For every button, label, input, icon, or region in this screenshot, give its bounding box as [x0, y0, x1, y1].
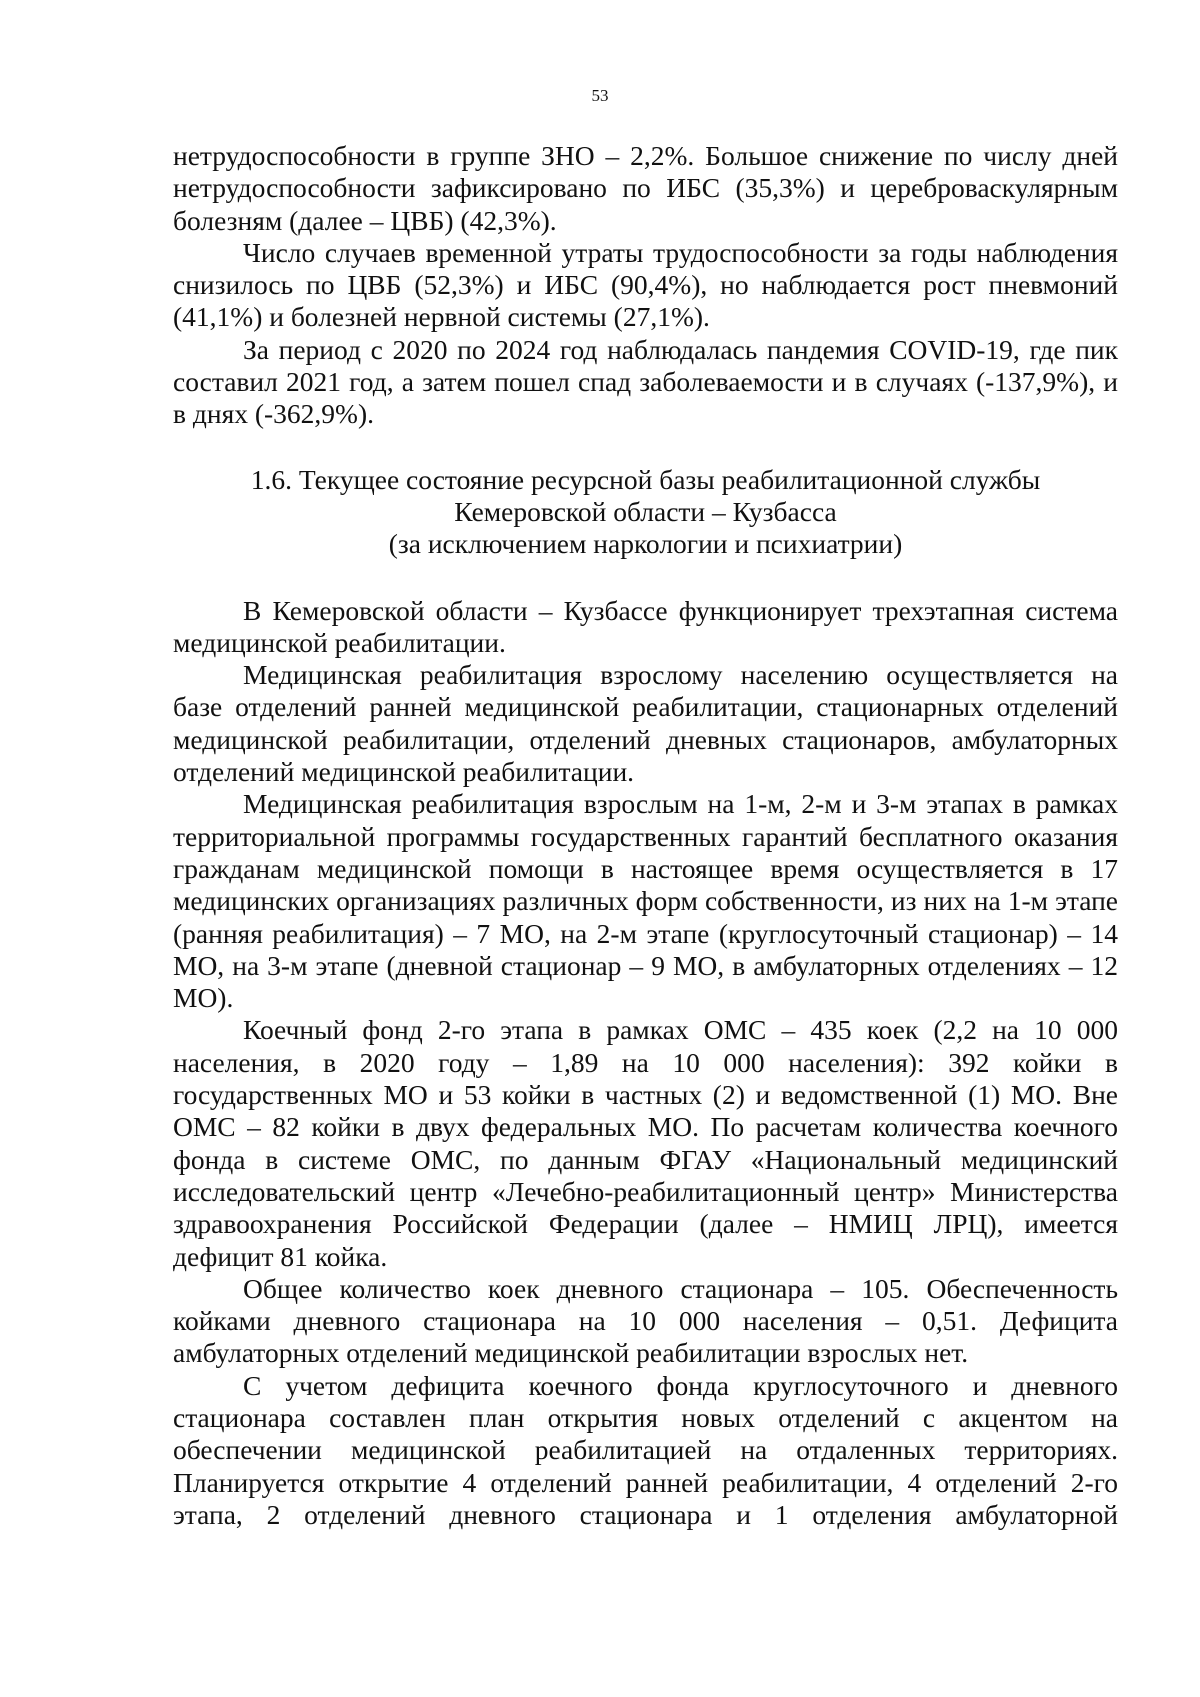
paragraph-three-stage-system: В Кемеровской области – Кузбассе функционирует трехэтапная система медицинской реабилитации.	[173, 594, 1118, 658]
section-heading-line-1: 1.6. Текущее состояние ресурсной базы реабилитационной службы	[250, 463, 1041, 495]
paragraph-stages-organizations: Медицинская реабилитация взрослым на 1-м, 2-м и 3-м этапах в рамках территориальной программы государственных гарантий бесплатного оказания гражданам медицинской помощи в настоящее время осуществляется в 17 медицинских организациях различных форм собственности, из них на 1-м этапе (ранняя реабилитация) – 7 МО, на 2-м этапе (круглосуточный стационар) – 14 МО, на 3-м этапе (дневной стационар – 9 МО, в амбулаторных отделениях – 12 МО).	[173, 788, 1118, 1014]
document-body	[173, 140, 1118, 1531]
section-heading-line-3: (за исключением наркологии и психиатрии)	[388, 528, 903, 560]
paragraph-day-hospital: Общее количество коек дневного стационара – 105. Обеспеченность койками дневного стационара на 10 000 населения – 0,51. Дефицита амбулаторных отделений медицинской реабилитации взрослых нет.	[173, 1272, 1118, 1369]
paragraph-covid: За период с 2020 по 2024 год наблюдалась пандемия COVID-19, где пик составил 2021 год, а затем пошел спад заболеваемости и в случаях (-137,9%), и в днях (-362,9%).	[173, 333, 1118, 430]
paragraph-opening-plan: С учетом дефицита коечного фонда круглосуточного и дневного стационара составлен план открытия новых отделений с акцентом на обеспечении медицинской реабилитацией на отдаленных территориях. Планируется открытие 4 отделений ранней реабилитации, 4 отделений 2-го этапа, 2 отделений дневного стационара и 1 отделения амбулаторной	[173, 1369, 1118, 1530]
page-number: 53	[591, 86, 609, 105]
paragraph-adult-rehabilitation: Медицинская реабилитация взрослому населению осуществляется на базе отделений ранней медицинской реабилитации, стационарных отделений медицинской реабилитации, отделений дневных стационаров, амбулаторных отделений медицинской реабилитации.	[173, 659, 1118, 788]
paragraph-temporary-disability: Число случаев временной утраты трудоспособности за годы наблюдения снизилось по ЦВБ (52,3%) и ИБС (90,4%), но наблюдается рост пневмоний (41,1%) и болезней нервной системы (27,1%).	[173, 236, 1118, 333]
paragraph-bed-fund: Коечный фонд 2-го этапа в рамках ОМС – 435 коек (2,2 на 10 000 населения, в 2020 году – 1,89 на 10 000 населения): 392 койки в государственных МО и 53 койки в частных (2) и ведомственной (1) МО. Вне ОМС – 82 койки в двух федеральных МО. По расчетам количества коечного фонда в системе ОМС, по данным ФГАУ «Национальный медицинский исследовательский центр «Лечебно-реабилитационный центр» Министерства здравоохранения Российской Федерации (далее – НМИЦ ЛРЦ), имеется дефицит 81 койка.	[173, 1014, 1118, 1272]
paragraph-continuation: нетрудоспособности в группе ЗНО – 2,2%. Большое снижение по числу дней нетрудоспособности зафиксировано по ИБС (35,3%) и цереброваскулярным болезням (далее – ЦВБ) (42,3%).	[173, 140, 1118, 236]
section-heading	[173, 464, 1118, 561]
section-heading-line-2: Кемеровской области – Кузбасса	[454, 495, 837, 527]
